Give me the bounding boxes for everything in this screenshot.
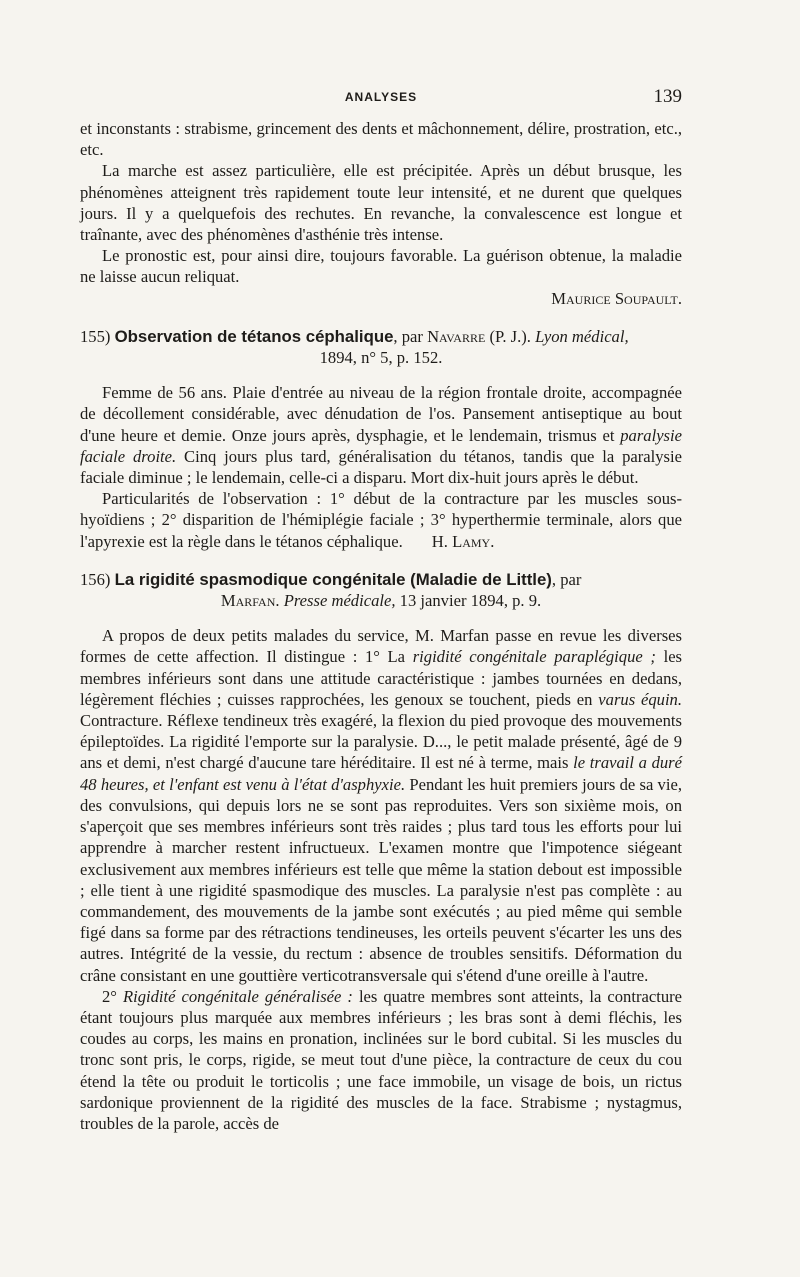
article-155-paragraph-2	[80, 488, 682, 552]
article-156-journal: Presse médicale,	[283, 591, 396, 611]
article-155-title: Observation de tétanos céphalique	[114, 326, 394, 346]
article-155-p2-text: Particularités de l'observation : 1° début de la contracture par les muscles sous-hyoïdiens ; 2° disparition de l'hémiplégie faciale ; 3° hyperthermie terminale, alors que l'apyrexie est la règle dans le tétanos céphalique.	[80, 489, 682, 551]
article-155-paragraph-1	[80, 382, 682, 488]
article-156-p1-em2: varus équin.	[598, 689, 683, 709]
article-155	[80, 326, 682, 552]
intro-paragraph-2: La marche est assez particulière, elle est précipitée. Après un début brusque, les phénomènes atteignent très rapidement toute leur intensité, et ne durent que quelques jours. Il y a quelquefois des rechutes. En revanche, la convalescence est longue et traînante, avec des phénomènes d'asthénie très intense.	[80, 161, 682, 245]
article-156-citation: 13 janvier 1894, p. 9.	[399, 591, 542, 611]
page-header	[80, 86, 682, 110]
article-156-p1-em3: le travail a duré 48 heures, et l'enfant est venu à l'état d'asphyxie.	[80, 753, 682, 794]
article-155-p1-emphasis: paralysie faciale droite.	[80, 425, 682, 466]
article-156-p2-em: Rigidité congénitale généralisée :	[122, 986, 353, 1006]
article-156-p2-a: 2°	[102, 986, 117, 1006]
article-156-author: Marfan.	[220, 591, 280, 611]
article-156	[80, 569, 682, 1134]
intro-paragraph-1: et inconstants : strabisme, grincement des dents et mâchonnement, délire, prostration, etc., etc.	[80, 119, 682, 160]
article-155-citation: 1894, n° 5, p. 152.	[319, 348, 443, 368]
article-156-body	[80, 625, 682, 1134]
signature-soupault: Maurice Soupault.	[551, 288, 682, 308]
article-156-p1-d: Pendant les huit premiers jours de sa vie, des convulsions, qui depuis lors ne se sont pas reproduites. Vers son sixième mois, on s'aperçoit que ses membres inférieurs sont très raides ; plus tard tous les efforts pour lui apprendre à marcher restent infructueux. L'examen montre que l'impotence siégeant exclusivement aux membres inférieurs est telle que même la station debout est impossible ; elle tient à une rigidité spasmodique des muscles. La paralysie n'est pas complète : au commandement, des mouvements de la jambe sont exécutés ; au pied même qui semble figé dans sa forme par des rétractions tendineuses, les orteils peuvent s'écarter les uns des autres. Intégrité de la vessie, du rectum : absence de troubles sensitifs. Déformation du crâne consistant en une gouttière verticotransversale qui s'étend d'une oreille à l'autre.	[80, 774, 682, 985]
article-156-by: , par	[551, 569, 582, 589]
article-156-title: La rigidité spasmodique congénitale (Maladie de Little)	[114, 569, 552, 589]
signature-lamy: H. Lamy.	[431, 531, 495, 551]
article-155-author: Navarre	[427, 326, 486, 346]
intro-paragraph-3-text: Le pronostic est, pour ainsi dire, toujours favorable. La guérison obtenue, la maladie ne laisse aucun reliquat.	[80, 246, 682, 287]
article-156-citation-line	[80, 590, 682, 611]
article-156-p1-em1: rigidité congénitale paraplégique ;	[412, 647, 656, 667]
article-155-by: , par	[393, 326, 423, 346]
article-156-paragraph-1	[80, 625, 682, 985]
article-155-body	[80, 382, 682, 552]
page-body	[80, 118, 682, 1134]
article-155-heading	[80, 326, 682, 368]
article-155-number: 155)	[80, 326, 111, 346]
intro-paragraph-3	[80, 245, 682, 287]
article-156-p1-b: les membres inférieurs sont dans une attitude caractéristique : jambes tournées en dedans, légèrement fléchies ; cuisses rapprochées, les genoux se touchent, pieds en	[80, 647, 683, 709]
article-156-number: 156)	[80, 569, 111, 589]
article-155-p1-end: Cinq jours plus tard, généralisation du tétanos, tandis que la paralysie faciale diminue ; le lendemain, celle-ci a disparu. Mort dix-huit jours après le début.	[80, 446, 682, 488]
article-155-journal: Lyon médical,	[535, 326, 629, 346]
article-156-p1-c: Contracture. Réflexe tendineux très exagéré, la flexion du pied provoque des mouvements épileptoïdes. La rigidité l'emporte sur la paralysie. D..., le petit malade présenté, âgé de 9 ans et demi, n'est chargé d'aucune tare héréditaire. Il est né à terme, mais	[80, 711, 682, 773]
article-156-heading	[80, 569, 682, 611]
article-155-p1-text: Femme de 56 ans. Plaie d'entrée au niveau de la région frontale droite, accompagnée de décollement considérable, avec dénudation de l'os. Pansement antiseptique au bout d'une heure et demie. Onze jours après, dysphagie, et le lendemain, trismus et	[80, 383, 682, 445]
running-title: ANALYSES	[344, 90, 418, 104]
article-156-p1-a: A propos de deux petits malades du service, M. Marfan passe en revue les diverses formes de cette affection. Il distingue : 1° La	[80, 626, 682, 667]
article-156-paragraph-2	[80, 986, 682, 1134]
article-155-initials: (P. J.).	[485, 326, 531, 346]
page-number: 139	[653, 86, 682, 107]
article-156-p2-b: les quatre membres sont atteints, la contracture étant toujours plus marquée aux membres inférieurs ; les bras sont à demi fléchis, les coudes au corps, les mains en pronation, inclinées sur le bord cubital. Si les muscles du tronc sont pris, le corps, rigide, se meut tout d'une pièce, la contracture de ceux du cou étend la tête ou produit le torticolis ; une face immobile, un visage de bois, un rictus sardonique proviennent de la rigidité des muscles de la face. Strabisme ; nystagmus, troubles de la parole, accès de	[80, 986, 683, 1133]
